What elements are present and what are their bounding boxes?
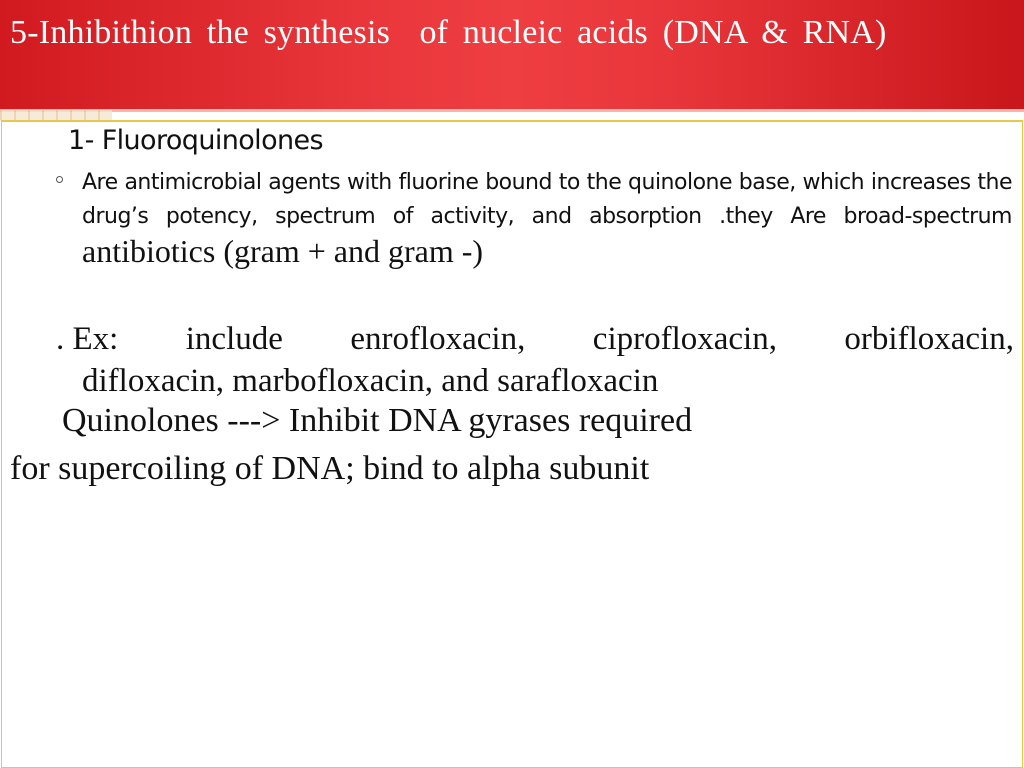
fluoroquinolones-description — [82, 166, 1012, 273]
examples-block — [56, 318, 1014, 402]
example-item: ciprofloxacin, — [592, 321, 777, 357]
hollow-circle-bullet-icon — [56, 176, 63, 183]
description-sans-text: Are antimicrobial agents with fluorine bound to the quinolone base, which increases the drug’s potency, spectrum of activity, and absorption .they Are broad-spectrum — [82, 170, 1012, 229]
example-item: orbifloxacin, — [844, 321, 1014, 357]
examples-line-2: difloxacin, marbofloxacin, and sarafloxacin — [82, 363, 659, 399]
section-heading: 1- Fluoroquinolones — [68, 125, 323, 156]
examples-lead: . Ex: — [56, 321, 119, 357]
example-item: include — [185, 321, 283, 357]
slide-title: 5-Inhibithion the synthesis of nucleic acids (DNA & RNA) — [10, 14, 887, 51]
examples-line-1 — [56, 318, 1014, 360]
description-serif-text: antibiotics (gram + and gram -) — [82, 233, 484, 269]
example-item: enrofloxacin, — [350, 321, 526, 357]
quinolones-mechanism-line: Quinolones ---> Inhibit DNA gyrases required — [62, 402, 693, 439]
title-bar — [0, 0, 1024, 112]
supercoiling-line: for supercoiling of DNA; bind to alpha subunit — [10, 450, 650, 487]
title-accent-decoration — [0, 110, 112, 120]
